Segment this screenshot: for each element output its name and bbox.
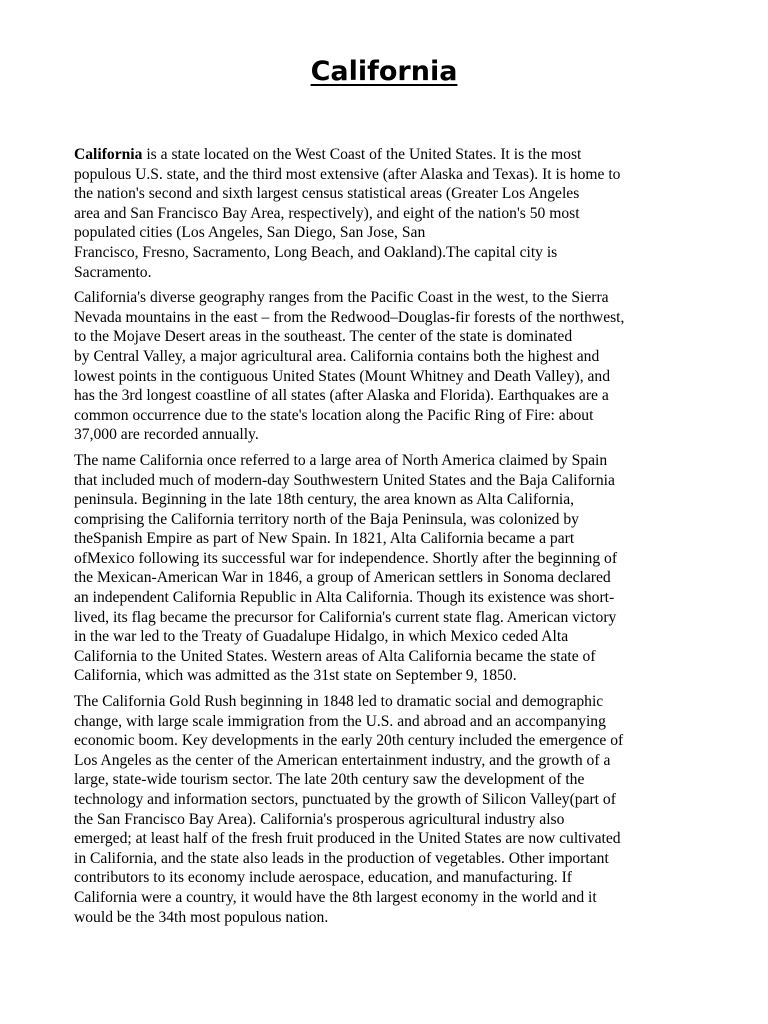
paragraph-line: the nation's second and sixth largest census statistical areas (Greater Los Angeles: [74, 185, 580, 203]
paragraph-line: emerged; at least half of the fresh fruit produced in the United States are now cultivated: [74, 830, 621, 848]
paragraph-line: Francisco, Fresno, Sacramento, Long Beach, and Oakland).The capital city is: [74, 243, 558, 261]
paragraph-line: Nevada mountains in the east – from the Redwood–Douglas-fir forests of the northwest,: [74, 308, 625, 326]
paragraph-line: contributors to its economy include aerospace, education, and manufacturing. If: [74, 869, 572, 887]
paragraph-line: Los Angeles as the center of the American entertainment industry, and the growth of a: [74, 751, 611, 769]
paragraph-line: ofMexico following its successful war for independence. Shortly after the beginning of: [74, 549, 618, 567]
paragraph-line: is a state located on the West Coast of the United States. It is the most: [142, 146, 582, 163]
paragraph-line: California were a country, it would have the 8th largest economy in the world and it: [74, 888, 597, 906]
paragraph: [74, 451, 716, 686]
paragraph-line: to the Mojave Desert areas in the southeast. The center of the state is dominated: [74, 328, 573, 346]
paragraph-line: the San Francisco Bay Area). California's prosperous agricultural industry also: [74, 810, 565, 828]
paragraph-line: The California Gold Rush beginning in 1848 led to dramatic social and demographic: [74, 693, 604, 711]
paragraph-line: in California, and the state also leads in the production of vegetables. Other important: [74, 849, 609, 867]
paragraph-line: would be the 34th most populous nation.: [74, 908, 329, 926]
paragraph-line: lived, its flag became the precursor for California's current state flag. American victory: [74, 608, 617, 626]
paragraph-line: comprising the California territory north of the Baja Peninsula, was colonized by: [74, 510, 579, 528]
paragraph-lead-term: California: [74, 146, 143, 163]
paragraph-line: change, with large scale immigration from the U.S. and abroad and an accompanying: [74, 712, 606, 730]
paragraph-line: theSpanish Empire as part of New Spain. In 1821, Alta California became a part: [74, 530, 575, 548]
paragraph-line: lowest points in the contiguous United States (Mount Whitney and Death Valley), and: [74, 367, 611, 385]
paragraph: [74, 288, 716, 445]
paragraph-line: common occurrence due to the state's location along the Pacific Ring of Fire: about: [74, 406, 594, 424]
paragraph-line: by Central Valley, a major agricultural area. California contains both the highest and: [74, 347, 600, 365]
paragraph-line: California's diverse geography ranges from the Pacific Coast in the west, to the Sierra: [74, 289, 609, 307]
paragraph-line: Sacramento.: [74, 263, 152, 281]
paragraph-line: area and San Francisco Bay Area, respectively), and eight of the nation's 50 most: [74, 204, 580, 222]
paragraph-line: that included much of modern-day Southwestern United States and the Baja California: [74, 471, 615, 489]
paragraph-line: peninsula. Beginning in the late 18th century, the area known as Alta California,: [74, 491, 575, 509]
paragraph-line: technology and information sectors, punctuated by the growth of Silicon Valley(part of: [74, 791, 616, 808]
paragraph-line: an independent California Republic in Alta California. Though its existence was short-: [74, 589, 615, 607]
paragraph-line: the Mexican-American War in 1846, a group of American settlers in Sonoma declared: [74, 569, 611, 587]
page-title: California: [310, 56, 458, 87]
paragraph: [74, 692, 716, 927]
paragraph-line: 37,000 are recorded annually.: [74, 426, 259, 444]
paragraph-line: has the 3rd longest coastline of all states (after Alaska and Florida). Earthquakes are a: [74, 387, 609, 405]
paragraph-line: California, which was admitted as the 31st state on September 9, 1850.: [74, 667, 517, 685]
paragraph: [74, 145, 716, 282]
paragraph-line: The name California once referred to a large area of North America claimed by Spain: [74, 451, 608, 469]
paragraph-line: populated cities (Los Angeles, San Diego, San Jose, San: [74, 224, 426, 242]
paragraph-line: large, state-wide tourism sector. The late 20th century saw the development of the: [74, 771, 585, 789]
paragraph-line: California to the United States. Western areas of Alta California became the state of: [74, 647, 596, 665]
document-body: [74, 145, 716, 933]
paragraph-line: in the war led to the Treaty of Guadalupe Hidalgo, in which Mexico ceded Alta: [74, 628, 569, 646]
paragraph-line: economic boom. Key developments in the early 20th century included the emergence of: [74, 732, 624, 750]
paragraph-line: populous U.S. state, and the third most extensive (after Alaska and Texas). It is home to: [74, 165, 621, 183]
